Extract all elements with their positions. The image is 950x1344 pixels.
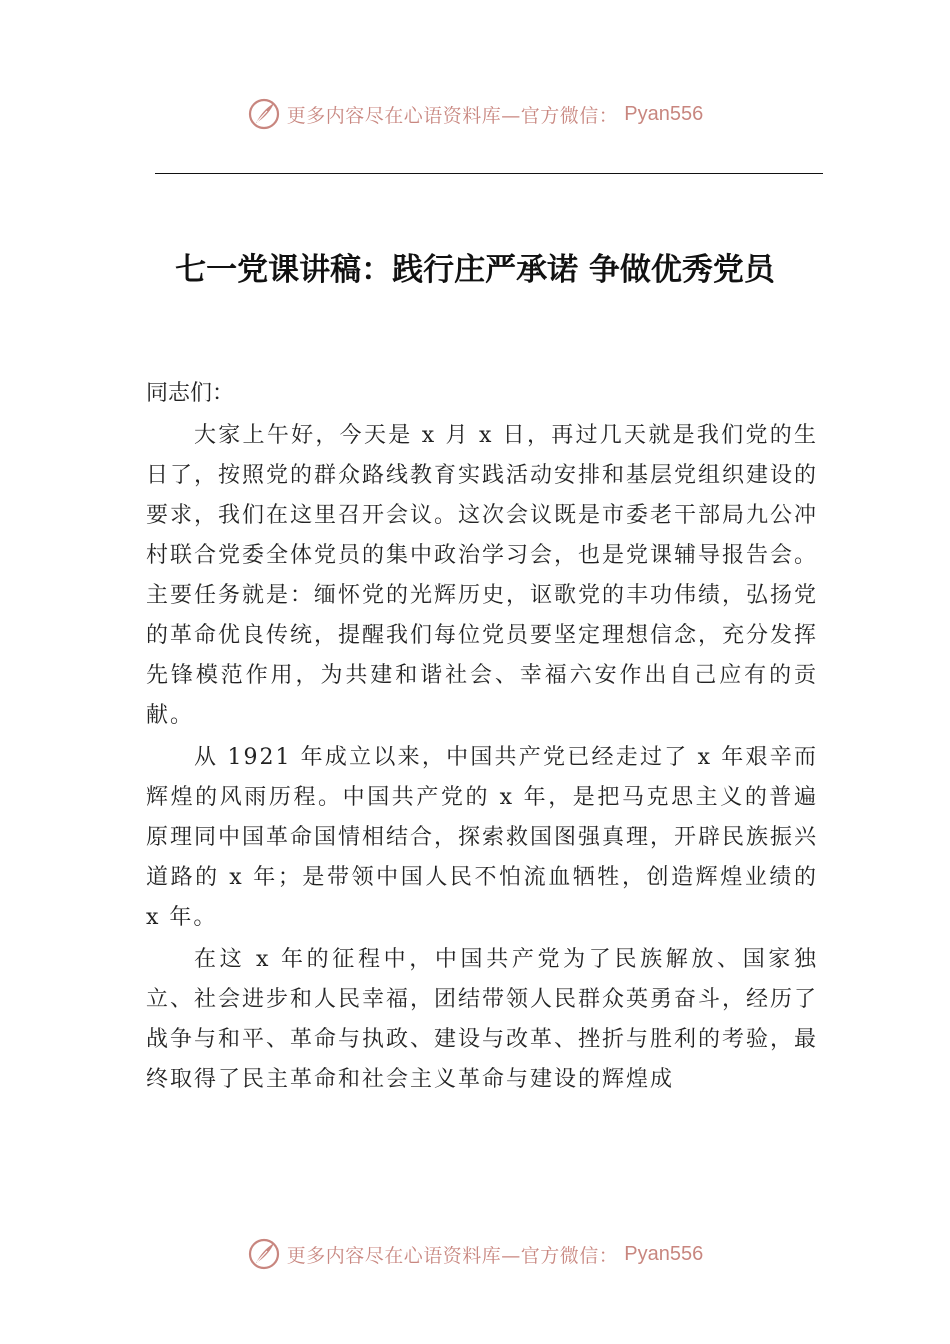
paragraph: 在这 x 年的征程中，中国共产党为了民族解放、国家独立、社会进步和人民幸福，团结带领人民群众英勇奋斗，经历了战争与和平、革命与执政、建设与改革、挫折与胜利的考验，最终取得了民主革命和社会主义革命与建设的辉煌成 bbox=[146, 947, 819, 1092]
document-title: 七一党课讲稿：践行庄严承诺 争做优秀党员 bbox=[175, 252, 775, 288]
greeting: 同志们： bbox=[146, 381, 235, 406]
footer-watermark bbox=[0, 1234, 950, 1274]
watermark-wechat-id: Pyan556 bbox=[624, 1242, 704, 1265]
watermark-text: 更多内容尽在心语资料库—官方微信： bbox=[286, 104, 619, 127]
watermark-wechat-id: Pyan556 bbox=[624, 102, 704, 125]
quill-pen-logo-icon bbox=[247, 97, 281, 131]
header-divider bbox=[155, 173, 823, 174]
document-body bbox=[146, 416, 818, 1100]
watermark-text: 更多内容尽在心语资料库—官方微信： bbox=[286, 1244, 619, 1267]
quill-pen-logo-icon bbox=[247, 1237, 281, 1271]
paragraph: 大家上午好，今天是 x 月 x 日，再过几天就是我们党的生日了，按照党的群众路线教育实践活动安排和基层党组织建设的要求，我们在这里召开会议。这次会议既是市委老干部局九公冲村联合党委全体党员的集中政治学习会，也是党课辅导报告会。主要任务就是：缅怀党的光辉历史，讴歌党的丰功伟绩，弘扬党的革命优良传统，提醒我们每位党员要坚定理想信念，充分发挥先锋模范作用，为共建和谐社会、幸福六安作出自己应有的贡献。 bbox=[146, 423, 819, 728]
header-watermark bbox=[0, 94, 950, 134]
paragraph: 从 1921 年成立以来，中国共产党已经走过了 x 年艰辛而辉煌的风雨历程。中国共产党的 x 年，是把马克思主义的普遍原理同中国革命国情相结合，探索救国图强真理，开辟民族振兴道路的 x 年；是带领中国人民不怕流血牺牲，创造辉煌业绩的 x 年。 bbox=[146, 745, 819, 930]
